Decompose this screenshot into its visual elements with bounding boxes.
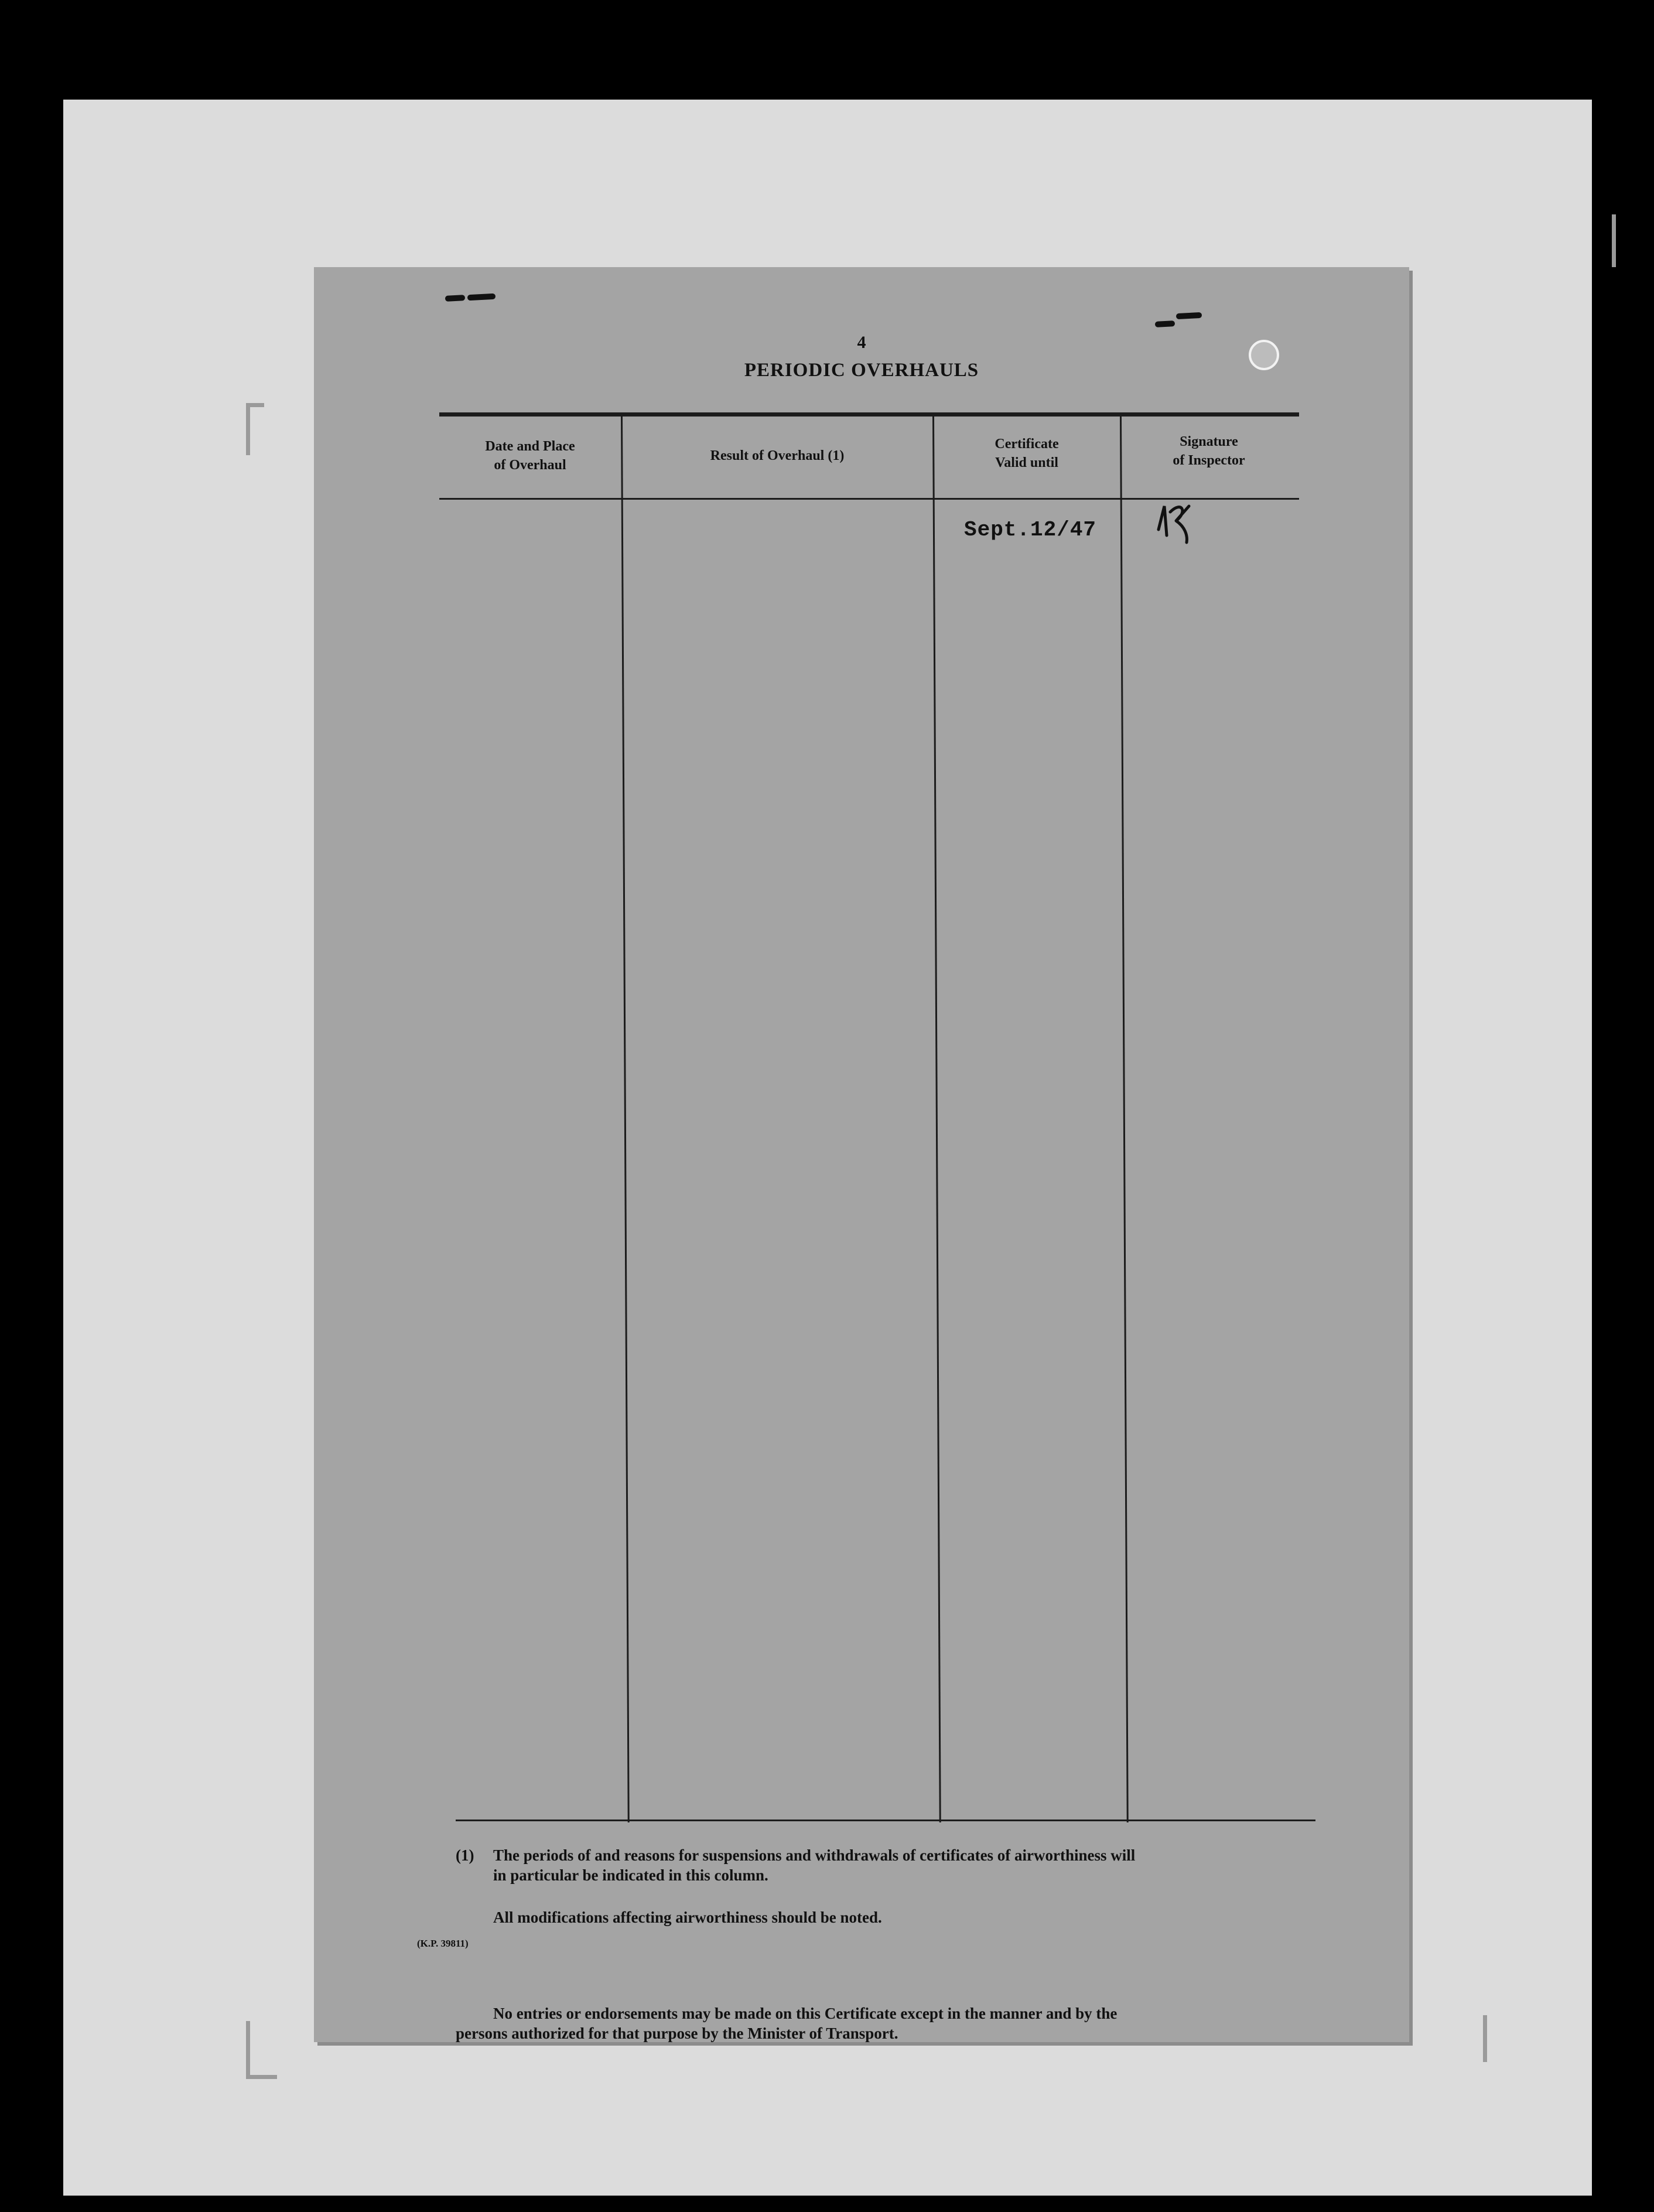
table-bottom-rule bbox=[456, 1820, 1315, 1821]
table-top-rule bbox=[439, 412, 1299, 417]
crop-mark-top-left bbox=[246, 403, 264, 455]
modifications-note: All modifications affecting airworthiness should be noted. bbox=[493, 1909, 882, 1926]
page-number: 4 bbox=[857, 333, 866, 352]
form-code: (K.P. 39811) bbox=[417, 1938, 469, 1949]
column-divider bbox=[1120, 417, 1129, 1822]
column-divider bbox=[621, 417, 630, 1822]
column-header-certificate-valid: Certificate Valid until bbox=[995, 436, 1059, 470]
staple-mark bbox=[1176, 312, 1202, 319]
staple-mark bbox=[467, 293, 495, 301]
column-header-date-place: Date and Place of Overhaul bbox=[485, 439, 575, 473]
document-page bbox=[314, 267, 1409, 2042]
staple-mark bbox=[445, 295, 465, 302]
staple-mark bbox=[1155, 320, 1175, 327]
certificate-valid-until-value: Sept.12/47 bbox=[964, 518, 1097, 542]
column-divider bbox=[932, 417, 941, 1822]
footnote-marker: (1) bbox=[456, 1846, 474, 1864]
inspector-signature-icon bbox=[1153, 494, 1200, 547]
crop-mark-top-right bbox=[1606, 214, 1616, 267]
page-title: PERIODIC OVERHAULS bbox=[744, 360, 979, 381]
endorsement-notice: No entries or endorsements may be made on this Certificate except in the manner and by the persons authorized for that purpose by the Minister of Transport. bbox=[456, 2005, 1118, 2042]
footnote-text: The periods of and reasons for suspensions and withdrawals of certificates of airworthiness will in particular be indicated in this column. bbox=[493, 1846, 1136, 1884]
column-header-result: Result of Overhaul (1) bbox=[710, 448, 845, 463]
column-header-signature: Signature of Inspector bbox=[1173, 434, 1245, 468]
crop-mark-bottom-right bbox=[1477, 2015, 1487, 2062]
crop-mark-bottom-left bbox=[246, 2021, 277, 2079]
